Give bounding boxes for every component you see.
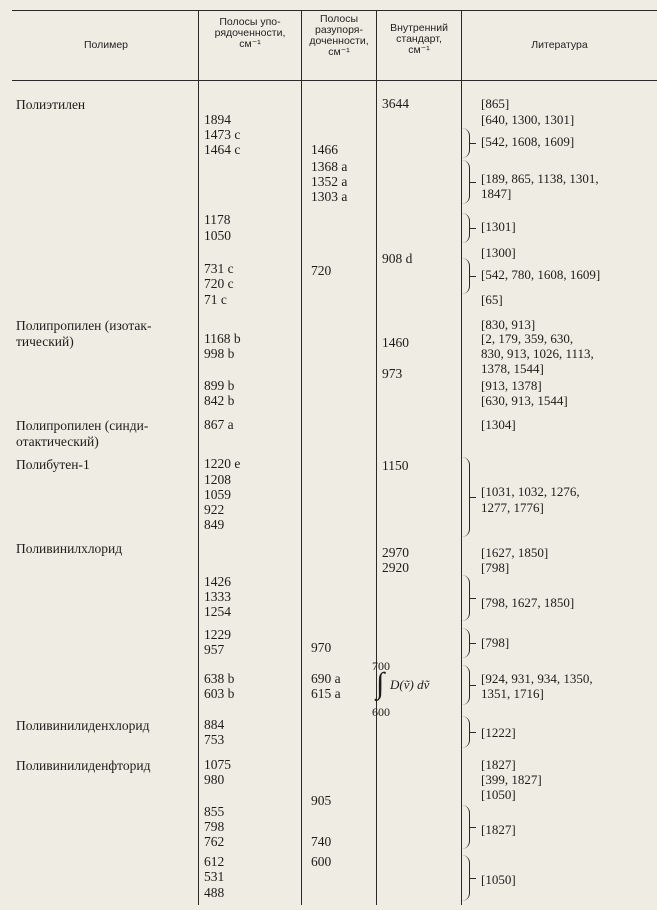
- literature-ref: [1031, 1032, 1276,: [481, 484, 580, 499]
- group-brace: [462, 575, 470, 621]
- header-literature: Литература: [531, 39, 588, 51]
- order-band-value: 1894: [204, 112, 231, 127]
- order-band-value: 71 c: [204, 292, 227, 307]
- group-brace: [462, 805, 470, 849]
- order-band-value: 1473 c: [204, 127, 241, 142]
- group-brace: [462, 213, 470, 243]
- order-band-value: 1178: [204, 212, 231, 227]
- literature-ref: 1378, 1544]: [481, 361, 544, 376]
- literature-ref: [1301]: [481, 219, 516, 234]
- header-bottom-rule: [12, 80, 657, 81]
- polymer-name: Полиэтилен: [16, 97, 86, 112]
- literature-ref: [1050]: [481, 787, 516, 802]
- integral-lower-limit: 600: [372, 705, 390, 719]
- literature-ref: [1222]: [481, 725, 516, 740]
- column-divider: [301, 10, 302, 905]
- polymer-name: Поливинилхлорид: [16, 541, 123, 556]
- group-brace: [462, 665, 470, 705]
- literature-ref: [798]: [481, 635, 510, 650]
- disorder-band-value: 970: [311, 640, 332, 655]
- literature-ref: [924, 931, 934, 1350,: [481, 671, 593, 686]
- header-line: рядоченности,: [214, 27, 286, 39]
- order-band-value: 603 b: [204, 686, 235, 701]
- literature-ref: [1627, 1850]: [481, 545, 549, 560]
- polymer-name: тический): [16, 334, 74, 349]
- header-line: разупоря-: [315, 24, 363, 36]
- polymer-name: Полибутен-1: [16, 457, 90, 472]
- header-line: Внутренний: [390, 22, 448, 34]
- order-band-value: 638 b: [204, 671, 235, 686]
- header-line: см⁻¹: [239, 38, 261, 50]
- integral-integrand: D(ṽ) dṽ: [390, 677, 430, 692]
- table-top-rule: [12, 10, 657, 11]
- order-band-value: 867 a: [204, 417, 234, 432]
- disorder-band-value: 905: [311, 793, 332, 808]
- literature-ref: 1351, 1716]: [481, 686, 544, 701]
- polymer-name: Полипропилен (изотак-: [16, 318, 152, 333]
- literature-ref: [1827]: [481, 822, 516, 837]
- integral-expression: [372, 660, 462, 720]
- order-band-value: 922: [204, 502, 225, 517]
- integral-upper-limit: 700: [372, 659, 390, 673]
- literature-ref: [865]: [481, 96, 510, 111]
- literature-ref: 1277, 1776]: [481, 500, 544, 515]
- internal-standard-value: 908 d: [382, 251, 413, 266]
- order-band-value: 1464 c: [204, 142, 241, 157]
- internal-standard-value: 2920: [382, 560, 409, 575]
- header-line: доченности,: [309, 35, 369, 47]
- group-brace: [462, 628, 470, 658]
- disorder-band-value: 615 a: [311, 686, 341, 701]
- group-brace: [462, 128, 470, 158]
- literature-ref: [399, 1827]: [481, 772, 542, 787]
- internal-standard-value: 1460: [382, 335, 409, 350]
- literature-ref: [542, 1608, 1609]: [481, 134, 575, 149]
- group-brace: [462, 457, 470, 537]
- header-line: Полосы упо-: [219, 16, 281, 28]
- literature-ref: 1847]: [481, 186, 512, 201]
- column-divider: [198, 10, 199, 905]
- order-band-value: 1426: [204, 574, 231, 589]
- order-band-value: 488: [204, 885, 225, 900]
- polymer-name: Поливинилиденхлорид: [16, 718, 150, 733]
- order-band-value: 849: [204, 517, 225, 532]
- disorder-band-value: 740: [311, 834, 332, 849]
- order-band-value: 1333: [204, 589, 231, 604]
- order-band-value: 753: [204, 732, 225, 747]
- header-disorder-bands: [302, 14, 376, 58]
- literature-ref: [542, 780, 1608, 1609]: [481, 267, 601, 282]
- order-band-value: 1229: [204, 627, 231, 642]
- group-brace: [462, 716, 470, 748]
- order-band-value: 957: [204, 642, 225, 657]
- order-band-value: 1254: [204, 604, 231, 619]
- disorder-band-value: 600: [311, 854, 332, 869]
- order-band-value: 1220 e: [204, 456, 241, 471]
- polymer-name: Полипропилен (синди-: [16, 418, 149, 433]
- order-band-value: 531: [204, 869, 225, 884]
- internal-standard-value: 3644: [382, 96, 409, 111]
- group-brace: [462, 855, 470, 901]
- disorder-band-value: 1352 a: [311, 174, 348, 189]
- literature-ref: [1304]: [481, 417, 516, 432]
- order-band-value: 855: [204, 804, 225, 819]
- literature-ref: [1827]: [481, 757, 516, 772]
- group-brace: [462, 258, 470, 294]
- disorder-band-value: 720: [311, 263, 332, 278]
- literature-ref: 830, 913, 1026, 1113,: [481, 346, 594, 361]
- order-band-value: 899 b: [204, 378, 235, 393]
- literature-ref: [65]: [481, 292, 503, 307]
- polymer-name: Поливинилиденфторид: [16, 758, 151, 773]
- disorder-band-value: 1303 a: [311, 189, 348, 204]
- literature-ref: [798]: [481, 560, 510, 575]
- literature-ref: [913, 1378]: [481, 378, 542, 393]
- header-line: Полосы: [319, 13, 359, 25]
- literature-ref: [640, 1300, 1301]: [481, 112, 575, 127]
- order-band-value: 731 c: [204, 261, 234, 276]
- group-brace: [462, 160, 470, 204]
- header-line: стандарт,: [396, 33, 442, 45]
- order-band-value: 1059: [204, 487, 231, 502]
- order-band-value: 1050: [204, 228, 231, 243]
- polymer-name: отактический): [16, 434, 99, 449]
- header-polymer: Полимер: [83, 39, 129, 51]
- integral-sign: ∫: [376, 667, 385, 700]
- order-band-value: 798: [204, 819, 225, 834]
- order-band-value: 1168 b: [204, 331, 241, 346]
- column-divider: [376, 10, 377, 905]
- order-band-value: 998 b: [204, 346, 235, 361]
- internal-standard-value: 1150: [382, 458, 409, 473]
- order-band-value: 842 b: [204, 393, 235, 408]
- order-band-value: 1208: [204, 472, 231, 487]
- internal-standard-value: 2970: [382, 545, 409, 560]
- literature-ref: [2, 179, 359, 630,: [481, 331, 574, 346]
- literature-ref: [1300]: [481, 245, 516, 260]
- order-band-value: 884: [204, 717, 225, 732]
- literature-ref: [189, 865, 1138, 1301,: [481, 171, 599, 186]
- disorder-band-value: 690 a: [311, 671, 341, 686]
- literature-ref: [1050]: [481, 872, 516, 887]
- order-band-value: 612: [204, 854, 225, 869]
- order-band-value: 1075: [204, 757, 231, 772]
- disorder-band-value: 1368 a: [311, 159, 348, 174]
- header-internal-standard: [377, 23, 461, 56]
- order-band-value: 980: [204, 772, 225, 787]
- order-band-value: 762: [204, 834, 225, 849]
- literature-ref: [630, 913, 1544]: [481, 393, 568, 408]
- literature-ref: [830, 913]: [481, 317, 536, 332]
- header-line: см⁻¹: [328, 46, 350, 58]
- disorder-band-value: 1466: [311, 142, 338, 157]
- internal-standard-value: 973: [382, 366, 403, 381]
- literature-ref: [798, 1627, 1850]: [481, 595, 575, 610]
- header-order-bands: [199, 17, 301, 50]
- header-line: см⁻¹: [408, 44, 430, 56]
- order-band-value: 720 c: [204, 276, 234, 291]
